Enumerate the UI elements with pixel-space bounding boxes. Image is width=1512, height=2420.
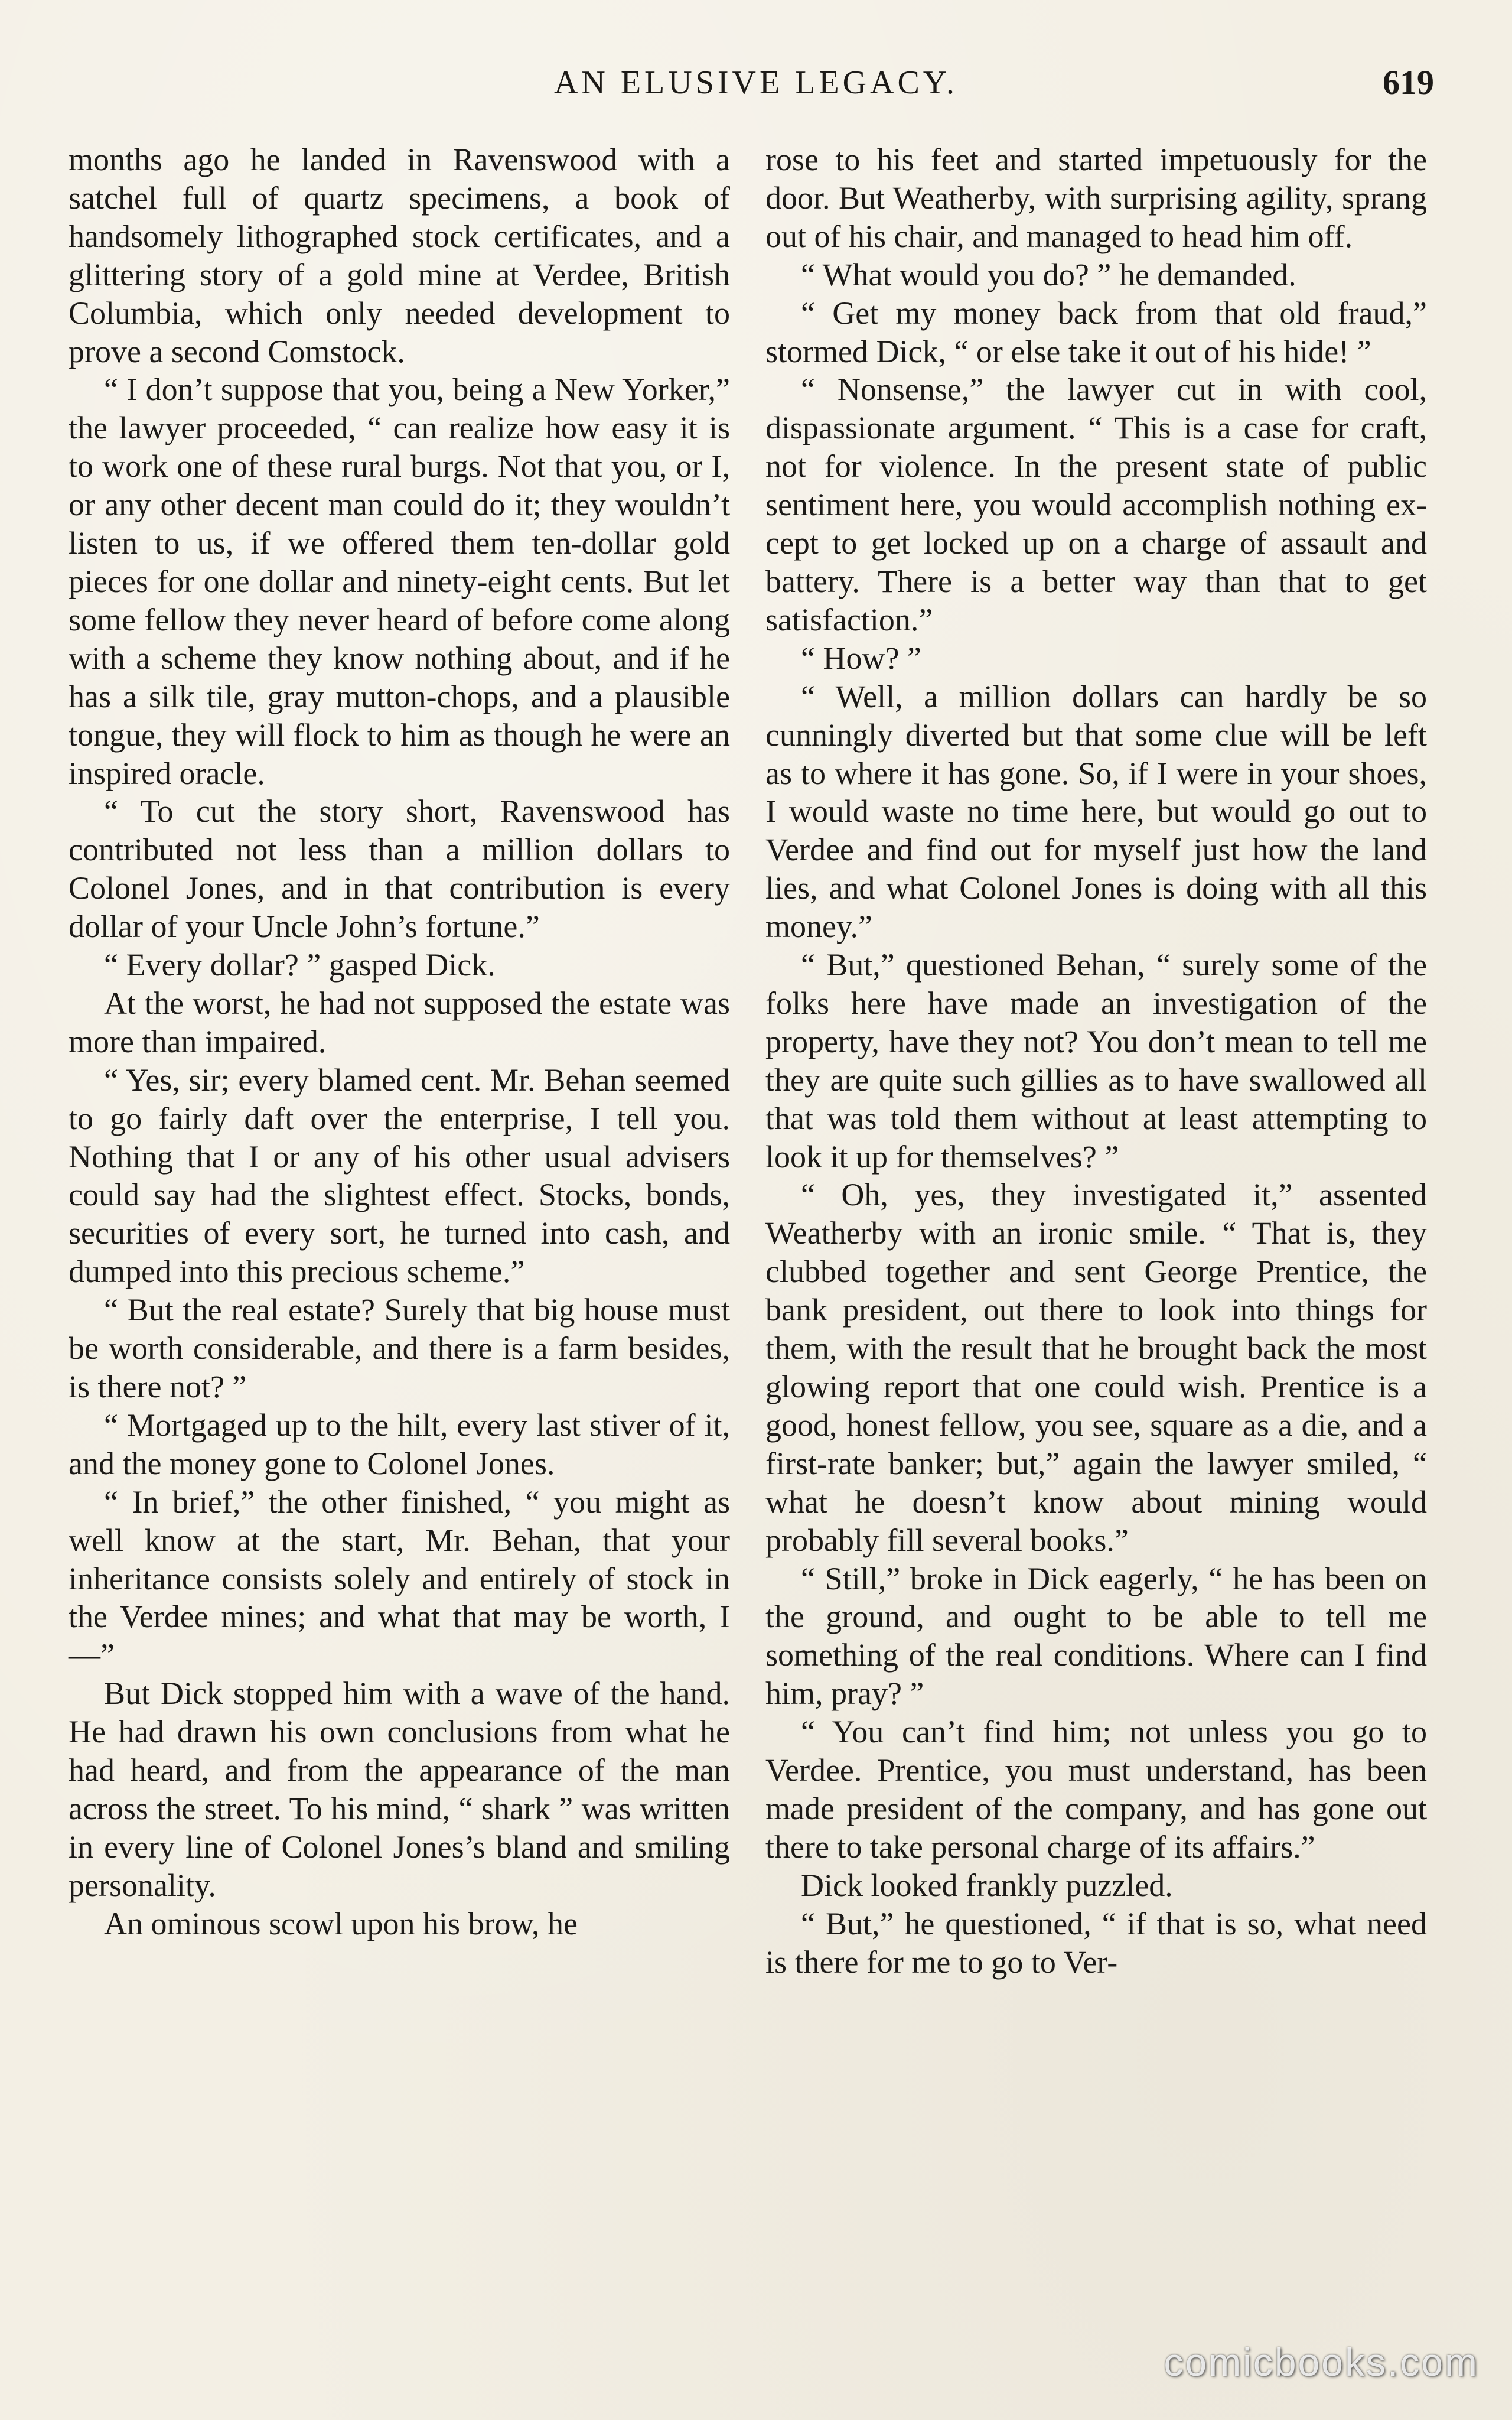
paragraph: Dick looked frankly puzzled.: [801, 1867, 1173, 1903]
paragraph: “ But the real estate? Surely that big house must be worth considerable, and there is a farm besides, is there not? ”: [69, 1292, 730, 1404]
paragraph: months ago he landed in Ravenswood with a satchel full of quartz specimens, a book of handsomely lithographed stock certificates, and a glittering story of a gold mine at Verdee, British Columbia, which only needed development to prove a second Comstock.: [69, 142, 730, 369]
chapter-title: AN ELUSIVE LEGACY.: [553, 64, 959, 101]
paragraph: An ominous scowl upon his brow, he: [104, 1905, 578, 1941]
paragraph: “ Yes, sir; every blamed cent. Mr. Behan seemed to go fairly daft over the enterprise, I tell you. Nothing that I or any of his other usual advisers could say had the slightest effect. Stocks, bonds, securities of every sort, he turned into cash, and dumped into this precious scheme.”: [69, 1062, 730, 1290]
paragraph: But Dick stopped him with a wave of the hand. He had drawn his own conclusions from what he had heard, and from the appearance of the man across the street. To his mind, “ shark ” was written in every line of Colonel Jones’s bland and smiling personality.: [69, 1676, 730, 1903]
paragraph: “ You can’t find him; not unless you go to Verdee. Prentice, you must understand, has been made president of the company, and has gone out there to take personal charge of its affairs.”: [765, 1714, 1427, 1865]
paragraph: At the worst, he had not supposed the estate was more than impaired.: [69, 985, 730, 1059]
paragraph: “ How? ”: [801, 640, 921, 676]
paragraph: “ To cut the story short, Ravenswood has contributed not less than a million dollars to Colonel Jones, and in that contribution is every dollar of your Uncle John’s fortune.”: [69, 793, 730, 945]
paragraph: “ Mortgaged up to the hilt, every last stiver of it, and the money gone to Colonel Jones.: [69, 1407, 730, 1481]
paragraph: rose to his feet and started impetuously for the door. But Weatherby, with surprising agility, sprang out of his chair, and managed to head him off.: [765, 142, 1427, 254]
paragraph: “ But,” questioned Behan, “ surely some of the folks here have made an investigation of the property, have they not? You don’t mean to tell me they are quite such gillies as to have swallowed all that was told them without at least attempting to look it up for themselves? ”: [765, 947, 1427, 1175]
paragraph: “ Every dollar? ” gasped Dick.: [104, 947, 496, 983]
page-number: 619: [1383, 63, 1434, 102]
right-text-column: [765, 141, 1427, 1982]
paragraph: “ But,” he questioned, “ if that is so, what need is there for me to go to Ver-: [765, 1905, 1427, 1980]
paragraph: “ Nonsense,” the lawyer cut in with cool, dispassionate argument. “ This is a case for craft, not for violence. In the present state of public sentiment here, you would accomplish nothing except to get locked up on a charge of assault and battery. There is a better way than that to get satisfaction.”: [765, 372, 1427, 637]
paragraph: “ In brief,” the other finished, “ you might as well know at the start, Mr. Behan, that your inheritance consists solely and entirely of stock in the Verdee mines; and what that may be worth, I—”: [69, 1484, 730, 1673]
left-text-column: [69, 141, 730, 1943]
paragraph: “ Well, a million dollars can hardly be so cunningly diverted but that some clue will be left as to where it has gone. So, if I were in your shoes, I would waste no time here, but would go out to Verdee and find out for myself just how the land lies, and what Colonel Jones is doing with all this money.”: [765, 678, 1427, 945]
watermark: comicbooks.com: [1164, 2340, 1479, 2384]
paragraph: “ Oh, yes, they investigated it,” assented Weatherby with an ironic smile. “ That is, they clubbed together and sent George Prentice, the bank president, out there to look into things for them, with the result that he brought back the most glowing report that one could wish. Prentice is a good, honest fellow, you see, square as a die, and a first-rate banker; but,” again the lawyer smiled, “ what he doesn’t know about mining would probably fill several books.”: [765, 1177, 1427, 1558]
paragraph: “ Get my money back from that old fraud,” stormed Dick, “ or else take it out of his hide! ”: [765, 295, 1427, 369]
running-header: [0, 59, 1512, 106]
paragraph: “ Still,” broke in Dick eagerly, “ he has been on the ground, and ought to be able to tell me something of the real conditions. Where can I find him, pray? ”: [765, 1560, 1427, 1712]
paragraph: “ What would you do? ” he demanded.: [801, 256, 1296, 292]
paragraph: “ I don’t suppose that you, being a New Yorker,” the lawyer proceeded, “ can realize how easy it is to work one of these rural burgs. Not that you, or I, or any other decent man could do it; they wouldn’t listen to us, if we offered them ten-dollar gold pieces for one dollar and ninety-eight cents. But let some fellow they never heard of before come along with a scheme they know nothing about, and if he has a silk tile, gray mutton-chops, and a plausible tongue, they will flock to him as though he were an inspired oracle.: [69, 372, 730, 791]
